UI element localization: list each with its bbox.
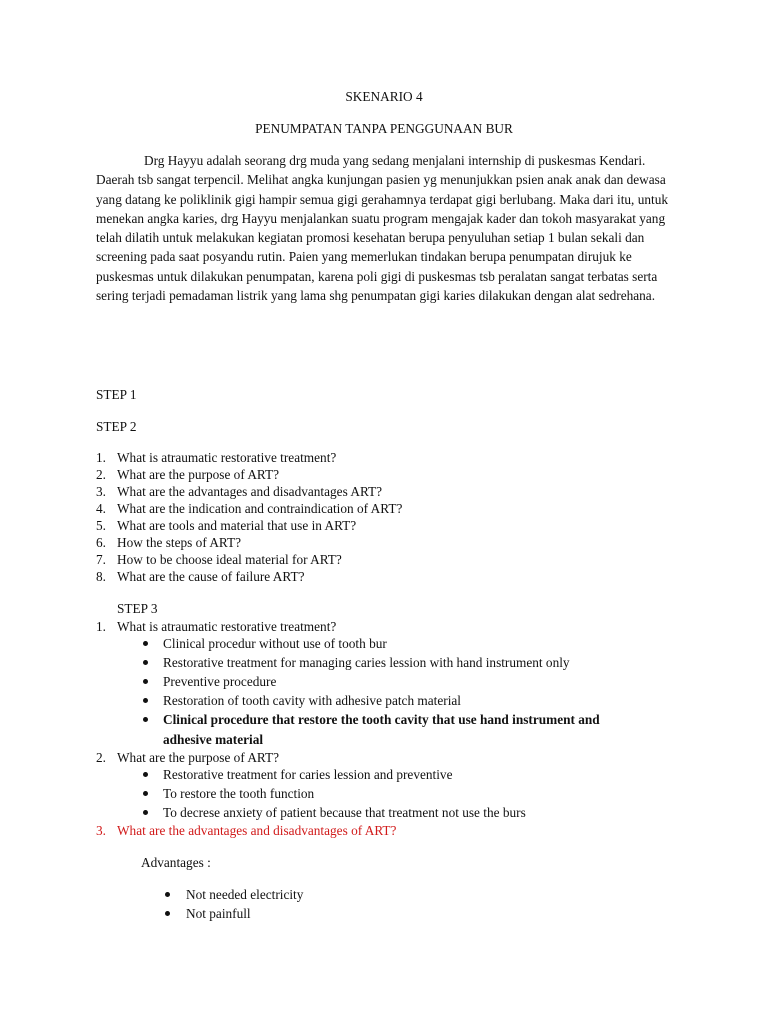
document-title: SKENARIO 4 <box>345 89 423 104</box>
scenario-paragraph: Drg Hayyu adalah seorang drg muda yang sedang menjalani internship di puskesmas Kendari. Daerah tsb sangat terpencil. Melihat angka kunjungan pasien yg menunjukkan psien anak anak dan dewasa yang datang ke poliklinik gigi hampir semua gigi gerahamnya terdapat gigi berlubang. Maka dari itu, untuk menekan angka karies, drg Hayyu menjalankan suatu program mengajak kader dan tokoh masyarakat yang telah dilatih untuk melakukan kegiatan promosi kesehatan berupa penyuluhan setiap 1 bulan sekali dan screening pada saat posyandu rutin. Paien yang memerlukan tindakan berupa penumpatan dirujuk ke puskesmas untuk dilakukan penumpatan, karena poli gigi di puskesmas tsb peralatan sangat terbatas serta sering terjadi pemadaman listrik yang lama shg penumpatan gigi karies dilakukan dengan alat sedrehana. <box>96 153 668 304</box>
question-3: What are the advantages and disadvantages of ART? <box>117 823 397 838</box>
step3-heading: STEP 3 <box>117 601 158 616</box>
bold-list-item-line2: adhesive material <box>163 732 264 747</box>
list-item-number: 5. <box>96 518 106 533</box>
bullet-icon <box>143 660 148 665</box>
bullet-icon <box>165 911 170 916</box>
bullet-icon <box>143 810 148 815</box>
list-item-number: 7. <box>96 552 106 567</box>
step1-heading: STEP 1 <box>96 387 137 402</box>
list-item: To decrese anxiety of patient because that treatment not use the burs <box>163 805 526 820</box>
list-item-number: 3. <box>96 484 106 499</box>
list-item: To restore the tooth function <box>163 786 315 801</box>
bullet-icon <box>143 698 148 703</box>
list-item-number: 6. <box>96 535 106 550</box>
list-item: What are the purpose of ART? <box>117 467 280 482</box>
list-item-number: 1. <box>96 450 106 465</box>
list-item-number: 4. <box>96 501 106 516</box>
list-item: Clinical procedur without use of tooth bur <box>163 636 387 651</box>
list-item: What are the cause of failure ART? <box>117 569 305 584</box>
list-item-number: 3. <box>96 823 106 838</box>
bullet-icon <box>143 717 148 722</box>
list-item-number: 2. <box>96 750 106 765</box>
list-item-number: 1. <box>96 619 106 634</box>
list-item: Restorative treatment for caries lession and preventive <box>163 767 453 782</box>
list-item: Not needed electricity <box>186 887 304 902</box>
bullet-icon <box>165 892 170 897</box>
list-item: Restoration of tooth cavity with adhesive patch material <box>163 693 461 708</box>
list-item: What are tools and material that use in ART? <box>117 518 357 533</box>
question-1: What is atraumatic restorative treatment? <box>117 619 337 634</box>
bullet-icon <box>143 791 148 796</box>
step2-heading: STEP 2 <box>96 419 137 434</box>
document-subtitle: PENUMPATAN TANPA PENGGUNAAN BUR <box>255 121 513 136</box>
list-item: Restorative treatment for managing caries lession with hand instrument only <box>163 655 570 670</box>
bullet-icon <box>143 679 148 684</box>
list-item: What are the indication and contraindication of ART? <box>117 501 403 516</box>
list-item-number: 2. <box>96 467 106 482</box>
list-item: Not painfull <box>186 906 251 921</box>
list-item-number: 8. <box>96 569 106 584</box>
list-item: What are the advantages and disadvantages ART? <box>117 484 383 499</box>
list-item: What is atraumatic restorative treatment? <box>117 450 337 465</box>
question-2: What are the purpose of ART? <box>117 750 280 765</box>
list-item: How the steps of ART? <box>117 535 242 550</box>
bold-list-item-line1: Clinical procedure that restore the tooth cavity that use hand instrument and <box>163 712 600 727</box>
bullet-icon <box>143 772 148 777</box>
advantages-label: Advantages : <box>141 855 211 870</box>
list-item: Preventive procedure <box>163 674 277 689</box>
bullet-icon <box>143 641 148 646</box>
list-item: How to be choose ideal material for ART? <box>117 552 342 567</box>
